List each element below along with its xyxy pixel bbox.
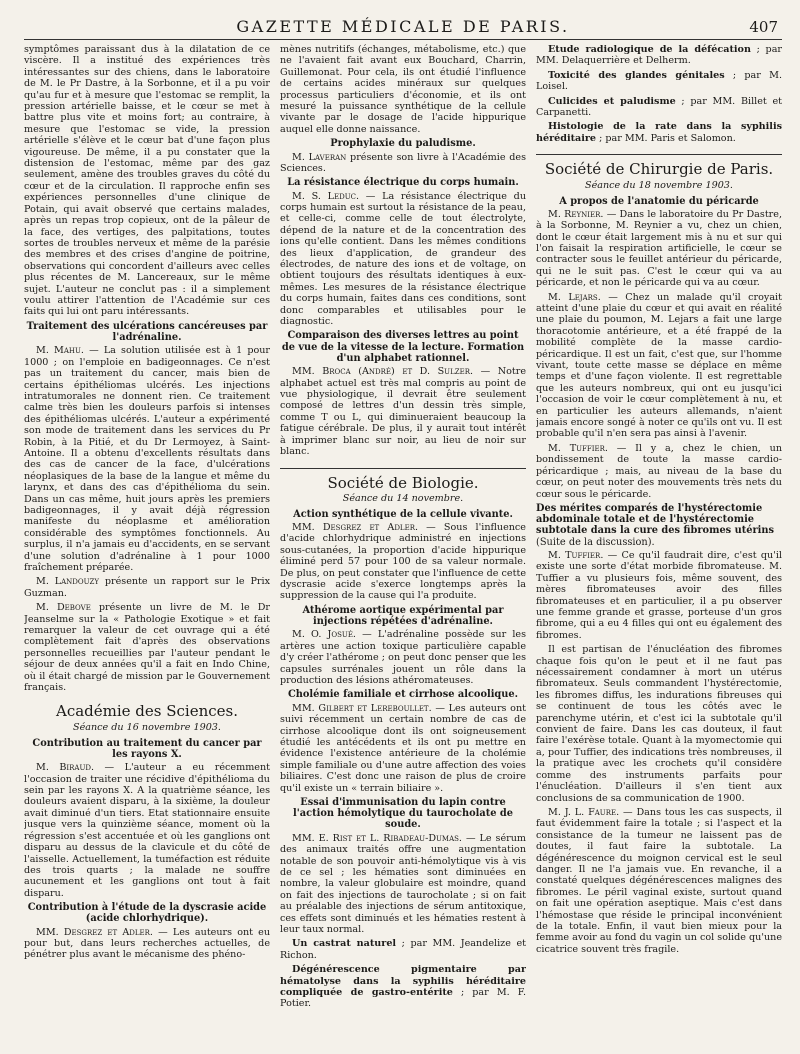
section-heading: Contribution au traitement du cancer par les rayons X. xyxy=(32,737,262,760)
paragraph xyxy=(24,602,270,693)
paragraph xyxy=(536,44,782,67)
page-number: 407 xyxy=(749,18,778,36)
author: M. O. Josué. xyxy=(292,629,356,641)
text-columns xyxy=(24,44,782,1010)
paragraph-text: — La solution utilisée est à 1 pour 1000 ; on l'emploie en badigeonnages. Ce n'est pas un traitement du cancer, mais bien de certains épithéliomas ulcérés. Les injections intratumorales ne donnent rien. Ce traitement calme très bien les douleurs parfois si intenses des épithéliomas ulcérés. L'auteur a expérimenté son mode de traitement dans les services du Pr Robin, à la Pitié, et du Dr Lermoyez, à Saint-Antoine. Il a obtenu d'excellents résultats dans des cas de cancer de la face, d'ulcérations néoplasiques de la base de la langue et même du larynx, et dans des cas d'épithélioma du sein. Dans un cas même, huit jours après les premiers badigeonnages, il y avait déjà régression manifeste du néoplasme et amélioration considérable des symptômes fonctionnels. Au surplus, il n'a jamais eu d'accidents, en se servant d'une solution d'adrénaline à 1 pour 1000 fraîchement préparée. xyxy=(24,345,270,573)
session-date: Séance du 18 novembre 1903. xyxy=(585,180,733,192)
paragraph-text: ; par MM. Delaquerrière et Delherm. xyxy=(536,44,782,67)
author: MM. Desgrez et Adler. xyxy=(292,522,419,534)
session-date: Séance du 14 novembre. xyxy=(342,493,464,505)
society-heading: Société de Chirurgie de Paris. xyxy=(536,154,782,179)
paragraph xyxy=(280,938,526,961)
paragraph xyxy=(536,443,782,500)
paragraph xyxy=(24,576,270,599)
section-heading: A propos de l'anatomie du péricarde xyxy=(559,195,759,207)
paragraph xyxy=(280,703,526,794)
paragraph xyxy=(280,522,526,602)
paragraph-text: — Ce qu'il faudrait dire, c'est qu'il existe une sorte d'état morbide fibromateuse. M. Tuffier a vu plusieurs fois, même souvent, des mères fibromateuses avoir des filles fibromateuses et en particulier, il a pu observer une femme grande et grasse, porteuse d'un gros fibrome, qui a eu 4 filles qui ont eu également des fibromes. xyxy=(536,549,782,641)
session-date: Séance du 16 novembre 1903. xyxy=(73,722,221,734)
author: M. Tuffier. xyxy=(548,549,604,561)
paragraph xyxy=(536,70,782,93)
paragraph: mènes nutritifs (échanges, métabolisme, etc.) que ne l'avaient fait avant eux Bouchard, Charrin, Guillemonat. Pour cela, ils ont étudié l'influence de certains acides minéraux sur quelques processus particuliers d'économie, et ils ont mesuré la puissance synthétique de la cellule vivante par le dosage de l'acide hippurique auquel elle donne naissance. xyxy=(280,44,526,135)
author: M. Debove xyxy=(36,602,91,614)
paragraph-text: présente son livre à l'Académie des Sciences. xyxy=(280,151,526,174)
section-heading: Cholémie familiale et cirrhose alcoolique. xyxy=(287,689,519,701)
section-heading: Prophylaxie du paludisme. xyxy=(330,138,476,150)
paragraph-text: — Chez un malade qu'il croyait atteint d'une plaie du cœur et qui avait en réalité une plaie du poumon, M. Lejars a fait une large thoracotomie antérieure, et a été frappé de la mobilité complète de la masse cardio-péricardique. Il est un fait, c'est que, sur l'homme vivant, toute cette masse se déplace en même temps et d'une façon violente. Il est regrettable que les auteurs nombreux, qui ont eu jusqu'ici l'occasion de voir le cœur complètement à nu, et en particulier les auteurs allemands, n'aient jamais encore songé à noter ce qu'ils ont vu. Il est probable qu'il n'en sera pas ainsi à l'avenir. xyxy=(536,291,782,440)
author: M. Reynier. xyxy=(548,208,604,220)
section-heading: Athérome aortique expérimental par injections répétées d'adrénaline. xyxy=(302,604,504,628)
paragraph-text: — La résistance électrique du corps humain est surtout la résistance de la peau, et celle-ci, comme celle de tout électrolyte, dépend de la nature et de la concentration des ions qu'elle contient. Dans les mêmes conditions des lieux d'application, de grandeur des électrodes, de nature des ions et de voltage, on obtient toujours des résultats identiques à eux-mêmes. Les mesures de la résistance électrique du corps humain, faites dans ces conditions, sont donc comparables et utilisables pour le diagnostic. xyxy=(280,190,526,328)
paragraph xyxy=(536,807,782,955)
communication-title: Culicides et paludisme xyxy=(548,95,676,107)
paragraph-text: ; par M. F. Potier. xyxy=(280,987,526,1010)
section-heading xyxy=(536,503,782,548)
communication-title: Un castrat naturel xyxy=(292,938,397,950)
paragraph xyxy=(24,927,270,961)
paragraph-text: — Les auteurs ont suivi récemment un certain nombre de cas de cirrhose alcoolique dont ils ont soigneusement étudié les antécédents et ils ont pu mettre en évidence l'existence antérieure de la cholémie simple familiale ou d'une autre affection des voies biliaires. C'est donc une raison de plus de croire qu'il existe un « terrain biliaire ». xyxy=(280,702,526,794)
author: M. Landouzy xyxy=(36,576,100,588)
society-heading: Société de Biologie. xyxy=(280,468,526,493)
communication-title: Toxicité des glandes génitales xyxy=(548,69,725,81)
heading-text: Des mérites comparés de l'hystérectomie abdominale totale et de l'hystérectomie subtotale dans la cure des fibromes utérins xyxy=(536,502,775,537)
section-heading: Traitement des ulcérations cancéreuses par l'adrénaline. xyxy=(26,320,268,344)
author: MM. Desgrez et Adler. xyxy=(36,926,153,938)
section-heading: Essai d'immunisation du lapin contre l'action hémolytique du taurocholate de soude. xyxy=(293,796,513,831)
paragraph: Il est partisan de l'énucléation des fibromes chaque fois qu'on le peut et il ne faut pas nécessairement condamner à mort un utérus fibromateux. Seuls commandent l'hystérectomie, les fibromes diffus, les indurations fibreuses qui se continuent de tous les côtés avec le parenchyme utérin, et c'est ici la subtotale qu'il convient de faire. Dans les cas douteux, il faut faire l'exérèse totale. Quant à la myomectomie qui a, pour Tuffier, des indications très nombreuses, il la pratique avec les crochets qu'il considère comme des instruments parfaits pour l'énucléation. D'ailleurs il s'en tient aux conclusions de sa communication de 1900. xyxy=(536,644,782,804)
paragraph-text: — Sous l'influence d'acide chlorhydrique administré en injections sous-cutanées, la proportion d'acide hippurique éliminé perd 57 pour 100 de sa valeur normale. De plus, on peut constater que l'influence de cette dyscrasie acide s'exerce longtemps après la suppression de la cause qui l'a produite. xyxy=(280,522,526,602)
paragraph xyxy=(24,345,270,573)
paragraph xyxy=(280,152,526,175)
paragraph xyxy=(280,629,526,686)
paragraph xyxy=(280,833,526,936)
journal-title: GAZETTE MÉDICALE DE PARIS. xyxy=(236,17,570,36)
communication-title: Histologie de la rate dans la syphilis héréditaire xyxy=(536,121,782,144)
section-heading: La résistance électrique du corps humain. xyxy=(287,177,519,189)
paragraph-text: ; par MM. Billet et Carpanetti. xyxy=(536,95,782,119)
author: M. Biraud. xyxy=(36,762,95,774)
section-heading: Action synthétique de la cellule vivante. xyxy=(293,508,513,520)
paragraph-text: présente un rapport sur le Prix Guzman. xyxy=(24,576,270,599)
paragraph-text: — Les auteurs ont eu pour but, dans leurs recherches actuelles, de pénétrer plus avant le mécanisme des phéno- xyxy=(24,926,270,961)
section-heading: Comparaison des diverses lettres au point de vue de la vitesse de la lecture. Formation d'un alphabet rationnel. xyxy=(281,330,525,364)
paragraph-text: — Il y a, chez le chien, un bondissement de toute la masse cardio-péricardique ; mais, au niveau de la base du cœur, on peut noter des mouvements très nets du cœur sous le péricarde. xyxy=(536,442,782,500)
running-head xyxy=(24,0,782,40)
paragraph-text: ; par MM. Jeandelize et Richon. xyxy=(280,938,526,961)
paragraph-text: — Notre alphabet actuel est très mal compris au point de vue physiologique, il devrait être seulement composé de lettres d'un dessin très simple, comme T ou L, qui diminueraient beaucoup la fatigue cérébrale. De plus, il y aurait tout intérêt à imprimer blanc sur noir, au lieu de noir sur blanc. xyxy=(280,366,526,458)
paragraph-text: — Le sérum des animaux traités offre une augmentation notable de son pouvoir anti-hémolytique vis à vis de ce sel ; les hématies sont diminuées en nombre, la valeur globulaire est moindre, quand on fait des injections de taurocholate ; si on fait au préalable des injections de sérum antitoxique, ces effets sont diminués et les hématies restent à leur taux normal. xyxy=(280,832,526,935)
section-heading: Contribution à l'étude de la dyscrasie acide (acide chlorhydrique). xyxy=(27,902,267,925)
paragraph xyxy=(280,366,526,457)
paragraph-text: présente un livre de M. le Dr Jeanselme sur la « Pathologie Exotique » et fait remarquer la valeur de cet ouvrage qui a été complètement fait d'après des observations personnelles recueillies par l'auteur pendant le séjour de deux années qu'il a fait en Indo Chine, où il était chargé de mission par le Gouvernement français. xyxy=(24,602,270,694)
paragraph xyxy=(24,762,270,899)
paragraph xyxy=(536,121,782,144)
paragraph: symptômes paraissant dus à la dilatation de ce viscère. Il a institué des expériences très intéressantes sur des chiens, dans le laboratoire de M. le Pr Dastre, à la Sorbonne, et il a pu voir qu'au fur et à mesure que l'estomac se remplit, la pression artérielle baisse, et le cœur se met à battre plus vite et moins fort; au contraire, à mesure que l'estomac se vide, la pression artérielle s'élève et le cœur bat d'une façon plus vigoureuse. De même, il a pu constater que la distension de l'estomac, même par des gaz seulement, amène des troubles graves du côté du cœur et de la circulation. Il rapproche enfin ses expériences personnelles d'une clinique de Potain, qui avait observé que certains malades, après un repas trop copieux, ont de la pâleur de la face, des vertiges, des palpitations, toutes sortes de troubles nerveux et même de la parésie des membres et des crises d'angine de poitrine, observations qui concordent d'ailleurs avec celles plus récentes de M. Lancereaux, sur le même sujet. L'auteur ne conclut pas : il a simplement voulu attirer l'attention de l'Académie sur ces faits qui lui ont paru intéressants. xyxy=(24,44,270,318)
paragraph-text: ; par M. Loisel. xyxy=(536,69,782,93)
paragraph-text: ; par MM. Paris et Salomon. xyxy=(596,132,736,144)
author: M. Lejars. xyxy=(548,291,601,303)
author: MM. E. Rist et L. Ribadeau-Dumas. xyxy=(292,832,462,844)
column-3 xyxy=(536,44,782,1010)
paragraph xyxy=(536,96,782,119)
column-2 xyxy=(280,44,526,1010)
paragraph-text: — Dans tous les cas suspects, il faut évidemment faire la totale ; si l'aspect et la consistance de la tumeur ne laissent pas de doutes, il faut faire la subtotale. La dégénérescence du moignon cervical est le seul danger. Il ne l'a jamais vue. En revanche, il a constaté quelques dégénérescences malignes des fibromes. Le péril vaginal existe, surtout quand on fait une opération aseptique. Mais c'est dans l'hémostase que réside le principal inconvénient de la totale. Enfin, il vaut bien mieux pour la femme avoir au fond du vagin un col solide qu'une cicatrice souvent très fragile. xyxy=(536,806,782,955)
communication-title: Etude radiologique de la défécation xyxy=(548,44,751,55)
column-1 xyxy=(24,44,270,1010)
paragraph xyxy=(536,292,782,440)
author: MM. Broca (André) et D. Sulzer. xyxy=(292,366,474,378)
society-heading: Académie des Sciences. xyxy=(55,702,239,721)
communication-title: Dégénérescence pigmentaire par hématolyse dans la syphilis héréditaire compliquée de gastro-entérite xyxy=(280,964,526,999)
author: M. Mahu. xyxy=(36,345,84,357)
paragraph-text: — L'adrénaline possède sur les artères une action toxique particulière capable d'y créer l'athérome ; on peut donc penser que les capsules surrénales jouent un rôle dans la production des lésions athéromateuses. xyxy=(280,629,526,687)
author: MM. Gilbert et Lereboullet. xyxy=(292,702,432,714)
paragraph xyxy=(280,191,526,328)
paragraph xyxy=(280,964,526,1010)
author: M. Tuffier. xyxy=(548,442,608,454)
paragraph-text: — L'auteur a eu récemment l'occasion de traiter une récidive d'épithélioma du sein par les rayons X. A la quatrième séance, les douleurs avaient disparu, à la sixième, la douleur avait diminué d'un tiers. Etat stationnaire ensuite jusque vers la quinzième séance, moment où la régression s'est accentuée et où les ganglions ont disparu au dessus de la clavicule et du côté de l'aisselle. Actuellement, la tuméfaction est réduite des trois quarts ; la malade ne souffre aucunement et les ganglions ont tout à fait disparu. xyxy=(24,762,270,899)
paragraph xyxy=(536,550,782,641)
author: M. S. Leduc. xyxy=(292,190,360,202)
paragraph-text: — Dans le laboratoire du Pr Dastre, à la Sorbonne, M. Reynier a vu, chez un chien, dont le cœur était largement mis à nu et sur qui l'on faisait la respiration artificielle, le cœur se contracter sous le feuillet antérieur du péricarde, qui ne le suit pas. C'est le cœur qui va au péricarde, et non le péricarde qui va au cœur. xyxy=(536,208,782,289)
author: M. Laveran xyxy=(292,151,347,163)
author: M. J. L. Faure. xyxy=(548,806,620,818)
paragraph xyxy=(536,209,782,289)
heading-suffix: (Suite de la discussion). xyxy=(536,536,655,548)
